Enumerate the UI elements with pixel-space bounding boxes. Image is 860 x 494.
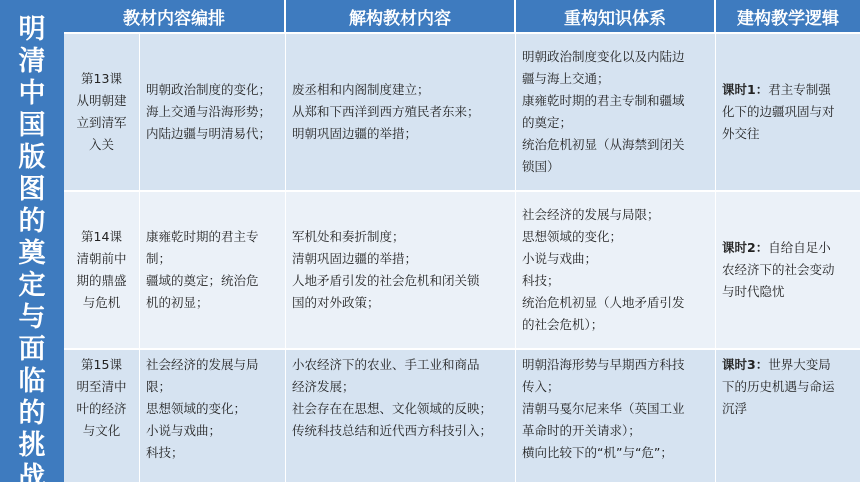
cell-line: 康雍乾时期的君主专: [146, 229, 259, 244]
cell-line: 国的对外政策；: [292, 295, 380, 310]
topics-cell: [140, 190, 286, 348]
logic-text: [722, 354, 854, 420]
cell-line: 传统科技总结和近代西方科技引入；: [292, 423, 493, 438]
topics-cell: [140, 32, 286, 190]
sidebar-title-char: 面: [18, 334, 46, 365]
cell-line: 疆域的奠定；统治危: [146, 273, 259, 288]
logic-line: 外交往: [722, 126, 760, 141]
logic-line: 下的历史机遇与命运: [722, 379, 835, 394]
cell-line: 第13课: [81, 71, 122, 86]
deconstruct-cell: [286, 348, 516, 482]
cell-line: 清朝马戛尔尼来华（英国工业: [522, 401, 685, 416]
table-row: [64, 190, 860, 348]
reconstruct-cell: [516, 32, 716, 190]
cell-line: 人地矛盾引发的社会危机和闭关锁: [292, 273, 480, 288]
sidebar-title: [0, 0, 64, 493]
logic-session-label: 课时2：: [722, 240, 769, 255]
cell-line: 从郑和下西洋到西方殖民者东来；: [292, 104, 480, 119]
cell-line: 小说与戏曲；: [522, 251, 598, 266]
cell-line: 清朝巩固边疆的举措；: [292, 251, 418, 266]
cell-line: 废丞相和内阁制度建立；: [292, 82, 430, 97]
sidebar-title-char: 国: [18, 110, 46, 141]
cell-line: 与危机: [82, 295, 121, 310]
cell-line: 机的初显；: [146, 295, 209, 310]
reconstruct-cell: [516, 190, 716, 348]
sidebar-title-char: 的: [18, 206, 46, 237]
cell-line: 第15课: [81, 357, 122, 372]
cell-line: 明朝政治制度的变化；: [146, 82, 272, 97]
cell-line: 横向比较下的“机”与“危”；: [522, 445, 673, 460]
header-deconstruct: 解构教材内容: [286, 0, 516, 32]
cell-line: 清朝前中: [76, 251, 127, 266]
cell-line: 限；: [146, 379, 172, 394]
logic-cell: [716, 348, 860, 482]
logic-cell: [716, 190, 860, 348]
sidebar-title-char: 清: [18, 46, 46, 77]
cell-line: 海上交通与沿海形势；: [146, 104, 272, 119]
cell-line: 小说与戏曲；: [146, 423, 222, 438]
sidebar-title-char: 临: [18, 366, 46, 397]
cell-line: 科技；: [146, 445, 184, 460]
cell-line: 明朝沿海形势与早期西方科技: [522, 357, 685, 372]
logic-session-label: 课时3：: [722, 357, 769, 372]
cell-line: 与文化: [82, 423, 121, 438]
cell-line: 的社会危机）；: [522, 317, 604, 332]
cell-line: 社会存在在思想、文化领域的反映；: [292, 401, 493, 416]
sidebar-title-char: 挑: [18, 430, 46, 461]
sidebar-title-char: 版: [18, 142, 46, 173]
cell-line: 制；: [146, 251, 172, 266]
header-logic: 建构教学逻辑: [716, 0, 860, 32]
cell-line: 疆与海上交通；: [522, 71, 610, 86]
logic-line: 与时代隐忧: [722, 284, 785, 299]
cell-line: 明朝巩固边疆的举措；: [292, 126, 418, 141]
sidebar-title-char: 图: [18, 174, 46, 205]
logic-line: 世界大变局: [768, 357, 831, 372]
cell-line: 统治危机初显（人地矛盾引发: [522, 295, 685, 310]
header-row: [64, 0, 860, 32]
cell-line: 立到清军: [76, 115, 127, 130]
lesson-cell: [64, 190, 140, 348]
cell-line: 思想领域的变化；: [522, 229, 623, 244]
cell-line: 期的鼎盛: [76, 273, 127, 288]
content-table: [64, 0, 860, 482]
table-row: [64, 348, 860, 482]
lesson-cell: [64, 348, 140, 482]
sidebar-title-char: 的: [18, 398, 46, 429]
logic-line: 农经济下的社会变动: [722, 262, 835, 277]
sidebar-title-char: 明: [18, 14, 46, 45]
logic-line: 沉浮: [722, 401, 748, 416]
sidebar-title-char: 奠: [18, 238, 46, 269]
deconstruct-cell: [286, 32, 516, 190]
cell-line: 社会经济的发展与局: [146, 357, 259, 372]
cell-line: 经济发展；: [292, 379, 355, 394]
lesson-cell: [64, 32, 140, 190]
cell-line: 内陆边疆与明清易代；: [146, 126, 272, 141]
sidebar-title-char: 战: [18, 462, 46, 493]
reconstruct-cell: [516, 348, 716, 482]
logic-cell: [716, 32, 860, 190]
cell-line: 从明朝建: [76, 93, 127, 108]
cell-line: 科技；: [522, 273, 560, 288]
cell-line: 革命时的开关请求）；: [522, 423, 641, 438]
cell-line: 入关: [88, 137, 114, 152]
cell-line: 康雍乾时期的君主专制和疆域: [522, 93, 685, 108]
sidebar-title-char: 与: [18, 302, 46, 333]
sidebar-title-char: 定: [18, 270, 46, 301]
cell-line: 统治危机初显（从海禁到闭关: [522, 137, 685, 152]
cell-line: 思想领域的变化；: [146, 401, 247, 416]
cell-line: 小农经济下的农业、手工业和商品: [292, 357, 480, 372]
table-row: [64, 32, 860, 190]
cell-line: 军机处和奏折制度；: [292, 229, 405, 244]
logic-session-label: 课时1：: [722, 82, 769, 97]
cell-line: 明朝政治制度变化以及内陆边: [522, 49, 685, 64]
header-reconstruct: 重构知识体系: [516, 0, 716, 32]
cell-line: 的奠定；: [522, 115, 573, 130]
sidebar-title-char: 中: [18, 78, 46, 109]
logic-text: [722, 237, 854, 303]
cell-line: 叶的经济: [76, 401, 127, 416]
cell-line: 锁国）: [522, 159, 560, 174]
cell-line: 明至清中: [76, 379, 127, 394]
logic-line: 君主专制强: [768, 82, 831, 97]
deconstruct-cell: [286, 190, 516, 348]
logic-line: 自给自足小: [768, 240, 831, 255]
topics-cell: [140, 348, 286, 482]
logic-line: 化下的边疆巩固与对: [722, 104, 835, 119]
cell-line: 第14课: [81, 229, 122, 244]
logic-text: [722, 79, 854, 145]
cell-line: 社会经济的发展与局限；: [522, 207, 660, 222]
header-textbook-content: 教材内容编排: [64, 0, 286, 32]
cell-line: 传入；: [522, 379, 560, 394]
